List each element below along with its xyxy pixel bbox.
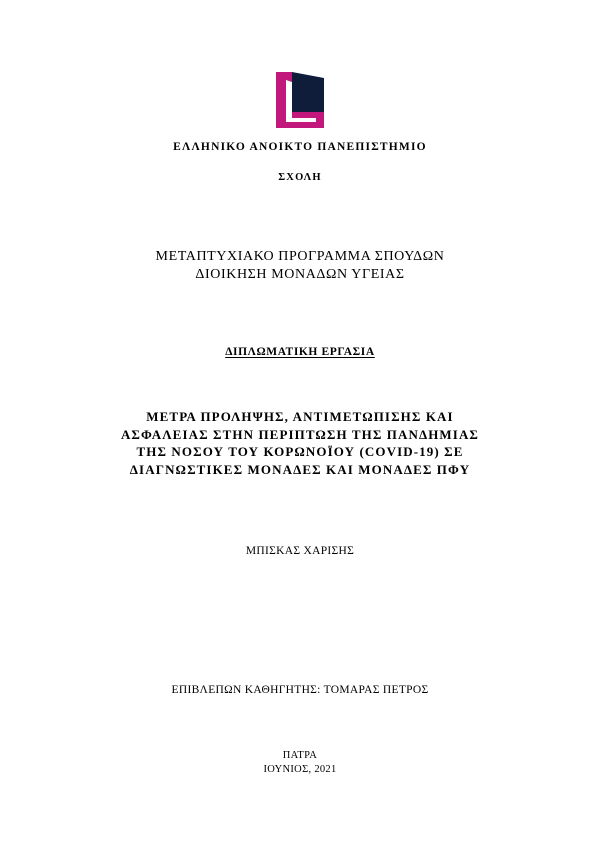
school-name: ΣΧΟΛΗ xyxy=(278,172,322,183)
place-and-date xyxy=(0,749,600,777)
university-name: ΕΛΛΗΝΙΚΟ ΑΝΟΙΚΤΟ ΠΑΝΕΠΙΣΤΗΜΙΟ xyxy=(173,141,427,153)
thesis-title-line-2: ΑΣΦΑΛΕΙΑΣ ΣΤΗΝ ΠΕΡΙΠΤΩΣΗ ΤΗΣ ΠΑΝΔΗΜΙΑΣ xyxy=(120,426,480,442)
date: ΙΟΥΝΙΟΣ, 2021 xyxy=(263,764,337,775)
program-name xyxy=(0,248,600,284)
university-logo-icon xyxy=(272,72,328,128)
city: ΠΑΤΡΑ xyxy=(282,750,318,761)
supervisor-line: ΕΠΙΒΛΕΠΩΝ ΚΑΘΗΓΗΤΗΣ: ΤΟΜΑΡΑΣ ΠΕΤΡΟΣ xyxy=(171,684,429,696)
program-line-1: ΜΕΤΑΠΤΥΧΙΑΚΟ ΠΡΟΓΡΑΜΜΑ ΣΠΟΥΔΩΝ xyxy=(155,249,445,264)
thesis-type-label: ΔΙΠΛΩΜΑΤΙΚΗ ΕΡΓΑΣΙΑ xyxy=(225,346,375,358)
logo-navy-shape xyxy=(292,72,324,112)
thesis-title-line-4: ΔΙΑΓΝΩΣΤΙΚΕΣ ΜΟΝΑΔΕΣ ΚΑΙ ΜΟΝΑΔΕΣ ΠΦΥ xyxy=(129,461,471,477)
author-name: ΜΠΙΣΚΑΣ ΧΑΡΙΣΗΣ xyxy=(245,545,355,557)
thesis-title-line-3: ΤΗΣ ΝΟΣΟΥ ΤΟΥ ΚΟΡΩΝΟΪΟΥ (COVID-19) ΣΕ xyxy=(136,444,464,459)
thesis-title xyxy=(0,408,600,478)
thesis-type-heading xyxy=(0,346,600,358)
thesis-title-line-1: ΜΕΤΡΑ ΠΡΟΛΗΨΗΣ, ΑΝΤΙΜΕΤΩΠΙΣΗΣ ΚΑΙ xyxy=(146,409,454,424)
program-line-2: ΔΙΟΙΚΗΣΗ ΜΟΝΑΔΩΝ ΥΓΕΙΑΣ xyxy=(195,267,405,282)
